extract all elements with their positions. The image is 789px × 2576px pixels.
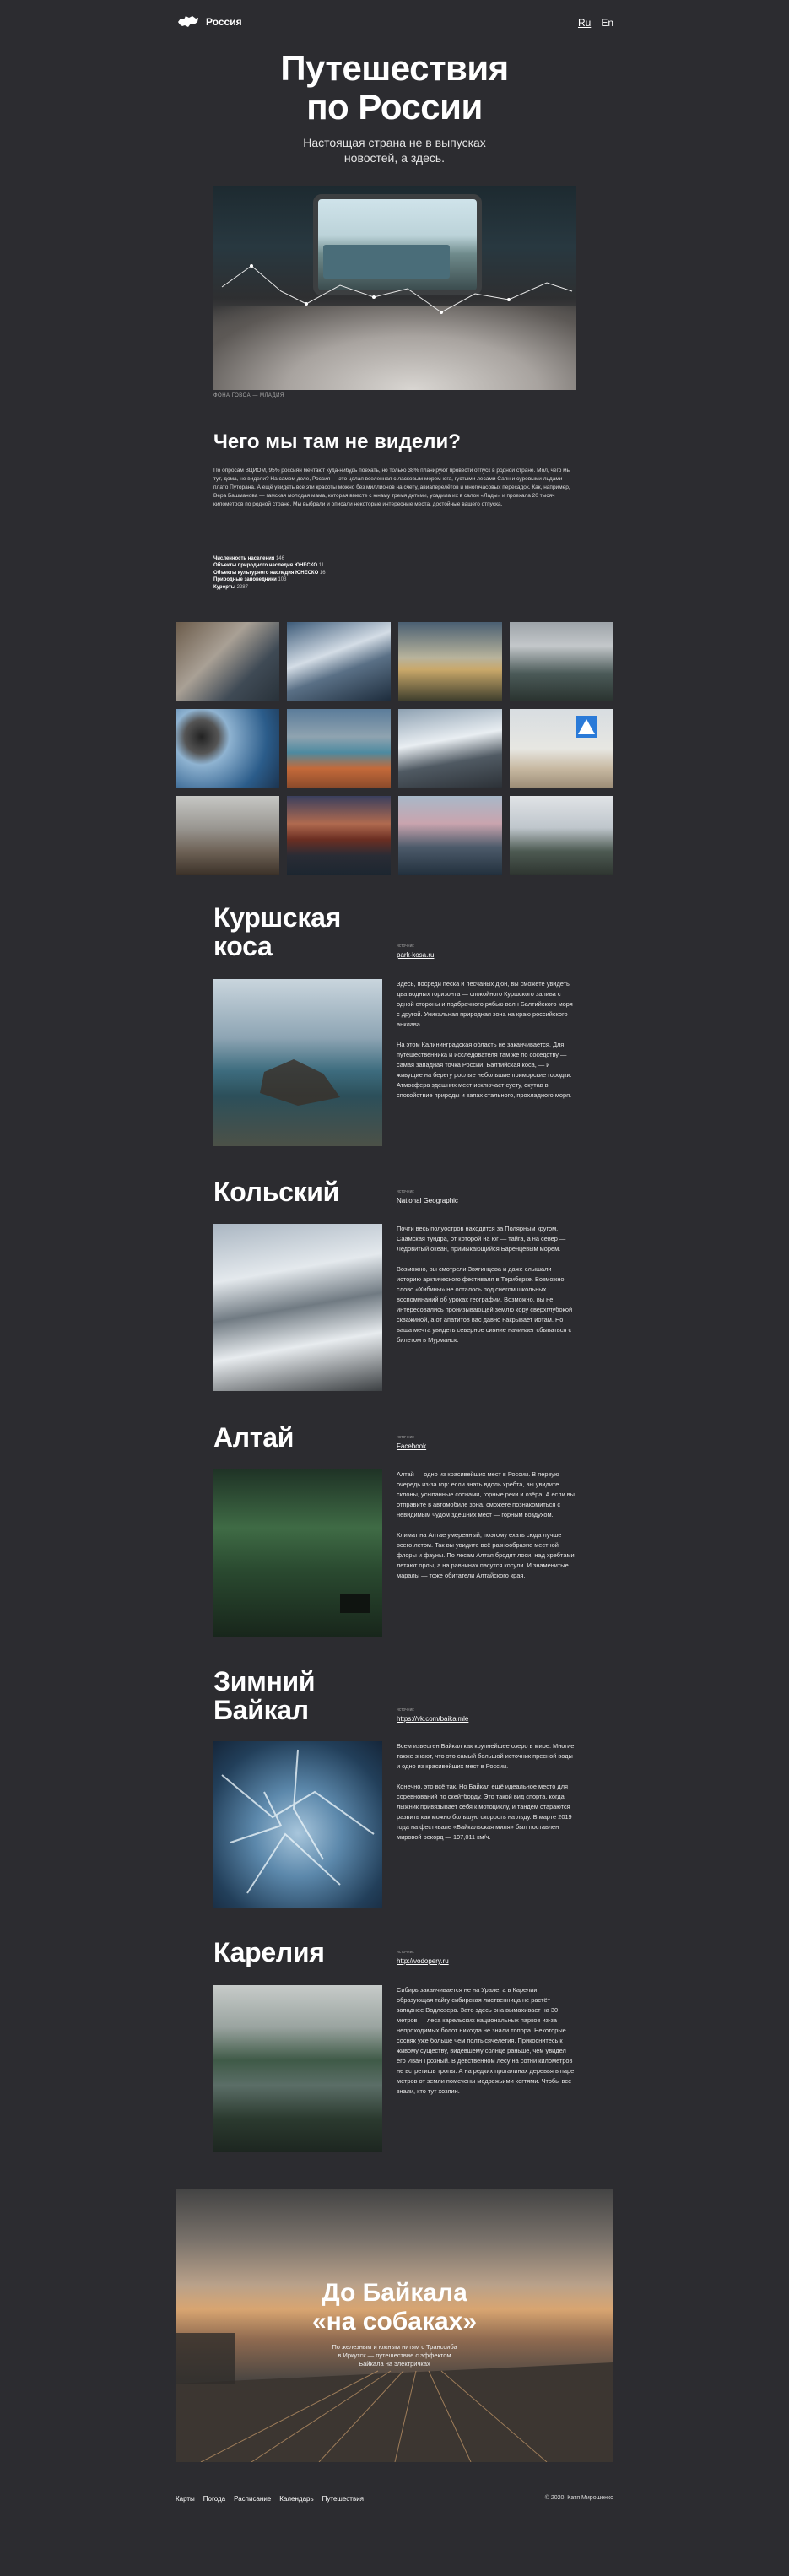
section-text: Алтай — одно из красивейших мест в России. В первую очередь из-за гор: если знать вдоль хребта, вы увидите склоны, усыпанные соснами, горные реки и озёра. А если вы отправите в автомобиле зона, сможете познакомиться с невидимым чудом здешних мест — горным воздухом. Климат на Алтае умеренный, поэтому ехать сюда лучше всего летом. Так вы увидите всё разнообразие местной флоры и фауны. По лесам Алтая бродят лоси, над хребтами летают орлы, а на равнинах пасутся косули. И знаменитые маралы — тоже обитатели Алтайского края. [397,1470,575,1579]
source-link[interactable]: park-kosa.ru [397,951,435,959]
footer-link-maps[interactable]: Карты [176,2495,195,2503]
hero-photo [213,186,576,390]
gallery-thumb[interactable] [176,622,279,701]
source-label: источник [397,1189,414,1194]
source-label: источник [397,944,414,949]
stat-row: Объекты природного наследия ЮНЕСКО 11 [213,563,324,569]
section-photo [213,1224,382,1391]
source-link[interactable]: Facebook [397,1442,427,1450]
gallery-thumb[interactable] [176,709,279,788]
gallery-thumb[interactable] [287,622,391,701]
stats-list [213,555,326,591]
gallery-thumb[interactable] [287,709,391,788]
route-graph-overlay [213,186,576,390]
promo-title: До Байкала «на собаках» [311,2279,478,2335]
promo-subtitle: По железным и южным нитям с Транссиба в Иркутск — путешествие с эффектом Байкала на электричках [332,2343,457,2368]
gallery-thumb[interactable] [510,709,613,788]
section-winter-baikal [213,1667,619,1920]
page-subtitle [0,135,789,165]
russia-map-icon [177,14,199,30]
section-photo [213,979,382,1146]
footer-link-travel[interactable]: Путешествия [322,2495,364,2503]
section-text: Сибирь заканчивается не на Урале, а в Карелии: образующая тайгу сибирская лиственница не растёт западнее Водлозера. Зато здесь она вымахивает на 30 метров — леса карельских национальных парков из-за непроходимых болот никогда не знали топора. Некоторые сосняк уже больше чем полтысячелетия. Прикоснитесь к живому существу, видевшему солнце раньше, чем увидел его Иван Грозный. В девственном лесу на сотни километров не встретишь тропы. А на редких прогалинах деревья в паре метров от земли помечены медвежьими когтями. Чтобы все знали, кто тут хозяин. [397,1986,575,2095]
stat-row: Объекты культурного наследия ЮНЕСКО 16 [213,570,326,576]
page-title-line: по России [306,87,483,127]
source-link[interactable]: https://vk.com/baikalmle [397,1715,469,1723]
section-altai [213,1423,619,1676]
section-text: Почти весь полуостров находится за Полярным кругом. Саамская тундра, от которой на юг — тайга, а на север — Ледовитый океан, примыкающийся Баренцевым морем. Возможно, вы смотрели Звягинцева и даже слышали историю арктического фестиваля в Териберке. Возможно, слово «Хибины» не осталось под снегом школьных воспоминаний об уроках географии. Возможно, вы не интересовались пронизывающей землю кору сверхглубокой скважиной, а от апатитов вас давно накрывает иотам. Но ваша мечта увидеть северное сияние начинает сбываться с билетом в Мурманск. [397,1225,573,1344]
driftwood-shape [213,979,382,1146]
section-kola [213,1177,619,1431]
language-switcher [578,17,613,29]
gallery-thumb[interactable] [176,796,279,875]
photo-gallery [176,622,613,875]
intro-heading: Чего мы там не видели? [213,430,461,453]
section-title: Алтай [213,1422,295,1453]
section-karelia [213,1938,619,2174]
copyright: © 2020. Катя Мирошенко [544,2495,613,2501]
source-label: источник [397,1707,414,1713]
stat-row: Природные заповедники 103 [213,577,287,583]
page-title [0,49,789,127]
photo-caption: ФОНА ГОВОА — МЛАДИЯ [213,393,284,398]
footer-nav [176,2495,364,2503]
stat-row: Курорты 2287 [213,584,248,590]
stat-row: Численность населения 146 [213,556,284,561]
section-photo [213,1985,382,2152]
section-photo [213,1469,382,1637]
logo[interactable] [177,14,242,30]
page-subtitle-line: новостей, а здесь. [343,151,446,165]
lang-ru-link[interactable]: Ru [577,17,592,29]
source-label: источник [397,1950,414,1955]
gallery-thumb[interactable] [398,622,502,701]
gallery-thumb[interactable] [398,796,502,875]
footer-link-calendar[interactable]: Календарь [279,2495,314,2503]
site-header [0,0,789,51]
footer-link-weather[interactable]: Погода [203,2495,226,2503]
source-label: источник [397,1435,414,1440]
gallery-thumb[interactable] [510,622,613,701]
logo-text: Россия [206,16,242,28]
crosswalk-sign-icon [510,709,613,788]
promo-banner[interactable] [176,2189,613,2462]
gallery-thumb[interactable] [510,796,613,875]
footer-link-schedule[interactable]: Расписание [234,2495,272,2503]
source-link[interactable]: http://vodopery.ru [397,1957,449,1965]
section-text: Здесь, посреди песка и песчаных дюн, вы сможете увидеть два водных горизонта — спокойного Куршского залива с одной стороны и подбрачного рябью волн Балтийского моря с другой. Уникальная природная зона на краю российского анклава. На этом Калининградская область не заканчивается. Для путешественника и исследователя там же по соседству — самая западная точка России, Балтийская коса, — и живущие на берегу рослые небольшие приморские городки. Атмосфера здешних мест исключает суету, окутав в спокойствие природы и запах стального, прохладного моря. [397,980,573,1099]
section-curonian-spit [213,903,619,1148]
ice-cracks-shape [213,1741,382,1908]
page-subtitle-line: Настоящая страна не в выпусках [303,136,486,149]
laptop-shape [213,1469,382,1637]
gallery-thumb[interactable] [398,709,502,788]
source-link[interactable]: National Geographic [397,1197,458,1204]
section-title: Зимний Байкал [213,1666,316,1725]
section-photo [213,1741,382,1908]
lang-en-link[interactable]: En [601,17,613,29]
section-text: Всем известен Байкал как крупнейшее озеро в мире. Многие также знают, что это самый большой источник пресной воды и одно из красивейших мест в России. Конечно, это всё так. Но Байкал ещё идеальное место для соревнований по скейтборду. Это такой вид спорта, когда лыжник привязывает себя к мотоциклу, и тандем стараются развить как можно большую скорость на льду. В марте 2019 года на фестивале «Байкальская миля» был поставлен мировой рекорд — 197,011 км/ч. [397,1742,575,1841]
intro-paragraph: По опросам ВЦИОМ, 95% россиян мечтают куда-нибудь поехать, но только 38% планируют провести отпуск в родной стране. Мол, чего мы тут, дома, не видели? На самом деле, Россия — это целая вселенная с ласковым морем юга, густыми лесами Саян и суровыми льдами плато Путорана. А ещё увидеть все эти красоты можно без миллионов на счету, авиаперелётов и многочасовых пересадок. Как, например, Вера Башманова — гамская молодая мама, которая вместе с юнаму тремя детьми, усадила их в салон «Лады» и проехала 20 тысяч километров по родной стране. Мы выбрали и описали некоторые интересные места, достойные вашего отпуска. [213,468,571,507]
section-title: Кольский [213,1177,340,1207]
section-title: Карелия [213,1937,325,1967]
section-title: Куршская коса [213,902,342,961]
page-title-line: Путешествия [280,48,509,88]
gallery-thumb[interactable] [287,796,391,875]
